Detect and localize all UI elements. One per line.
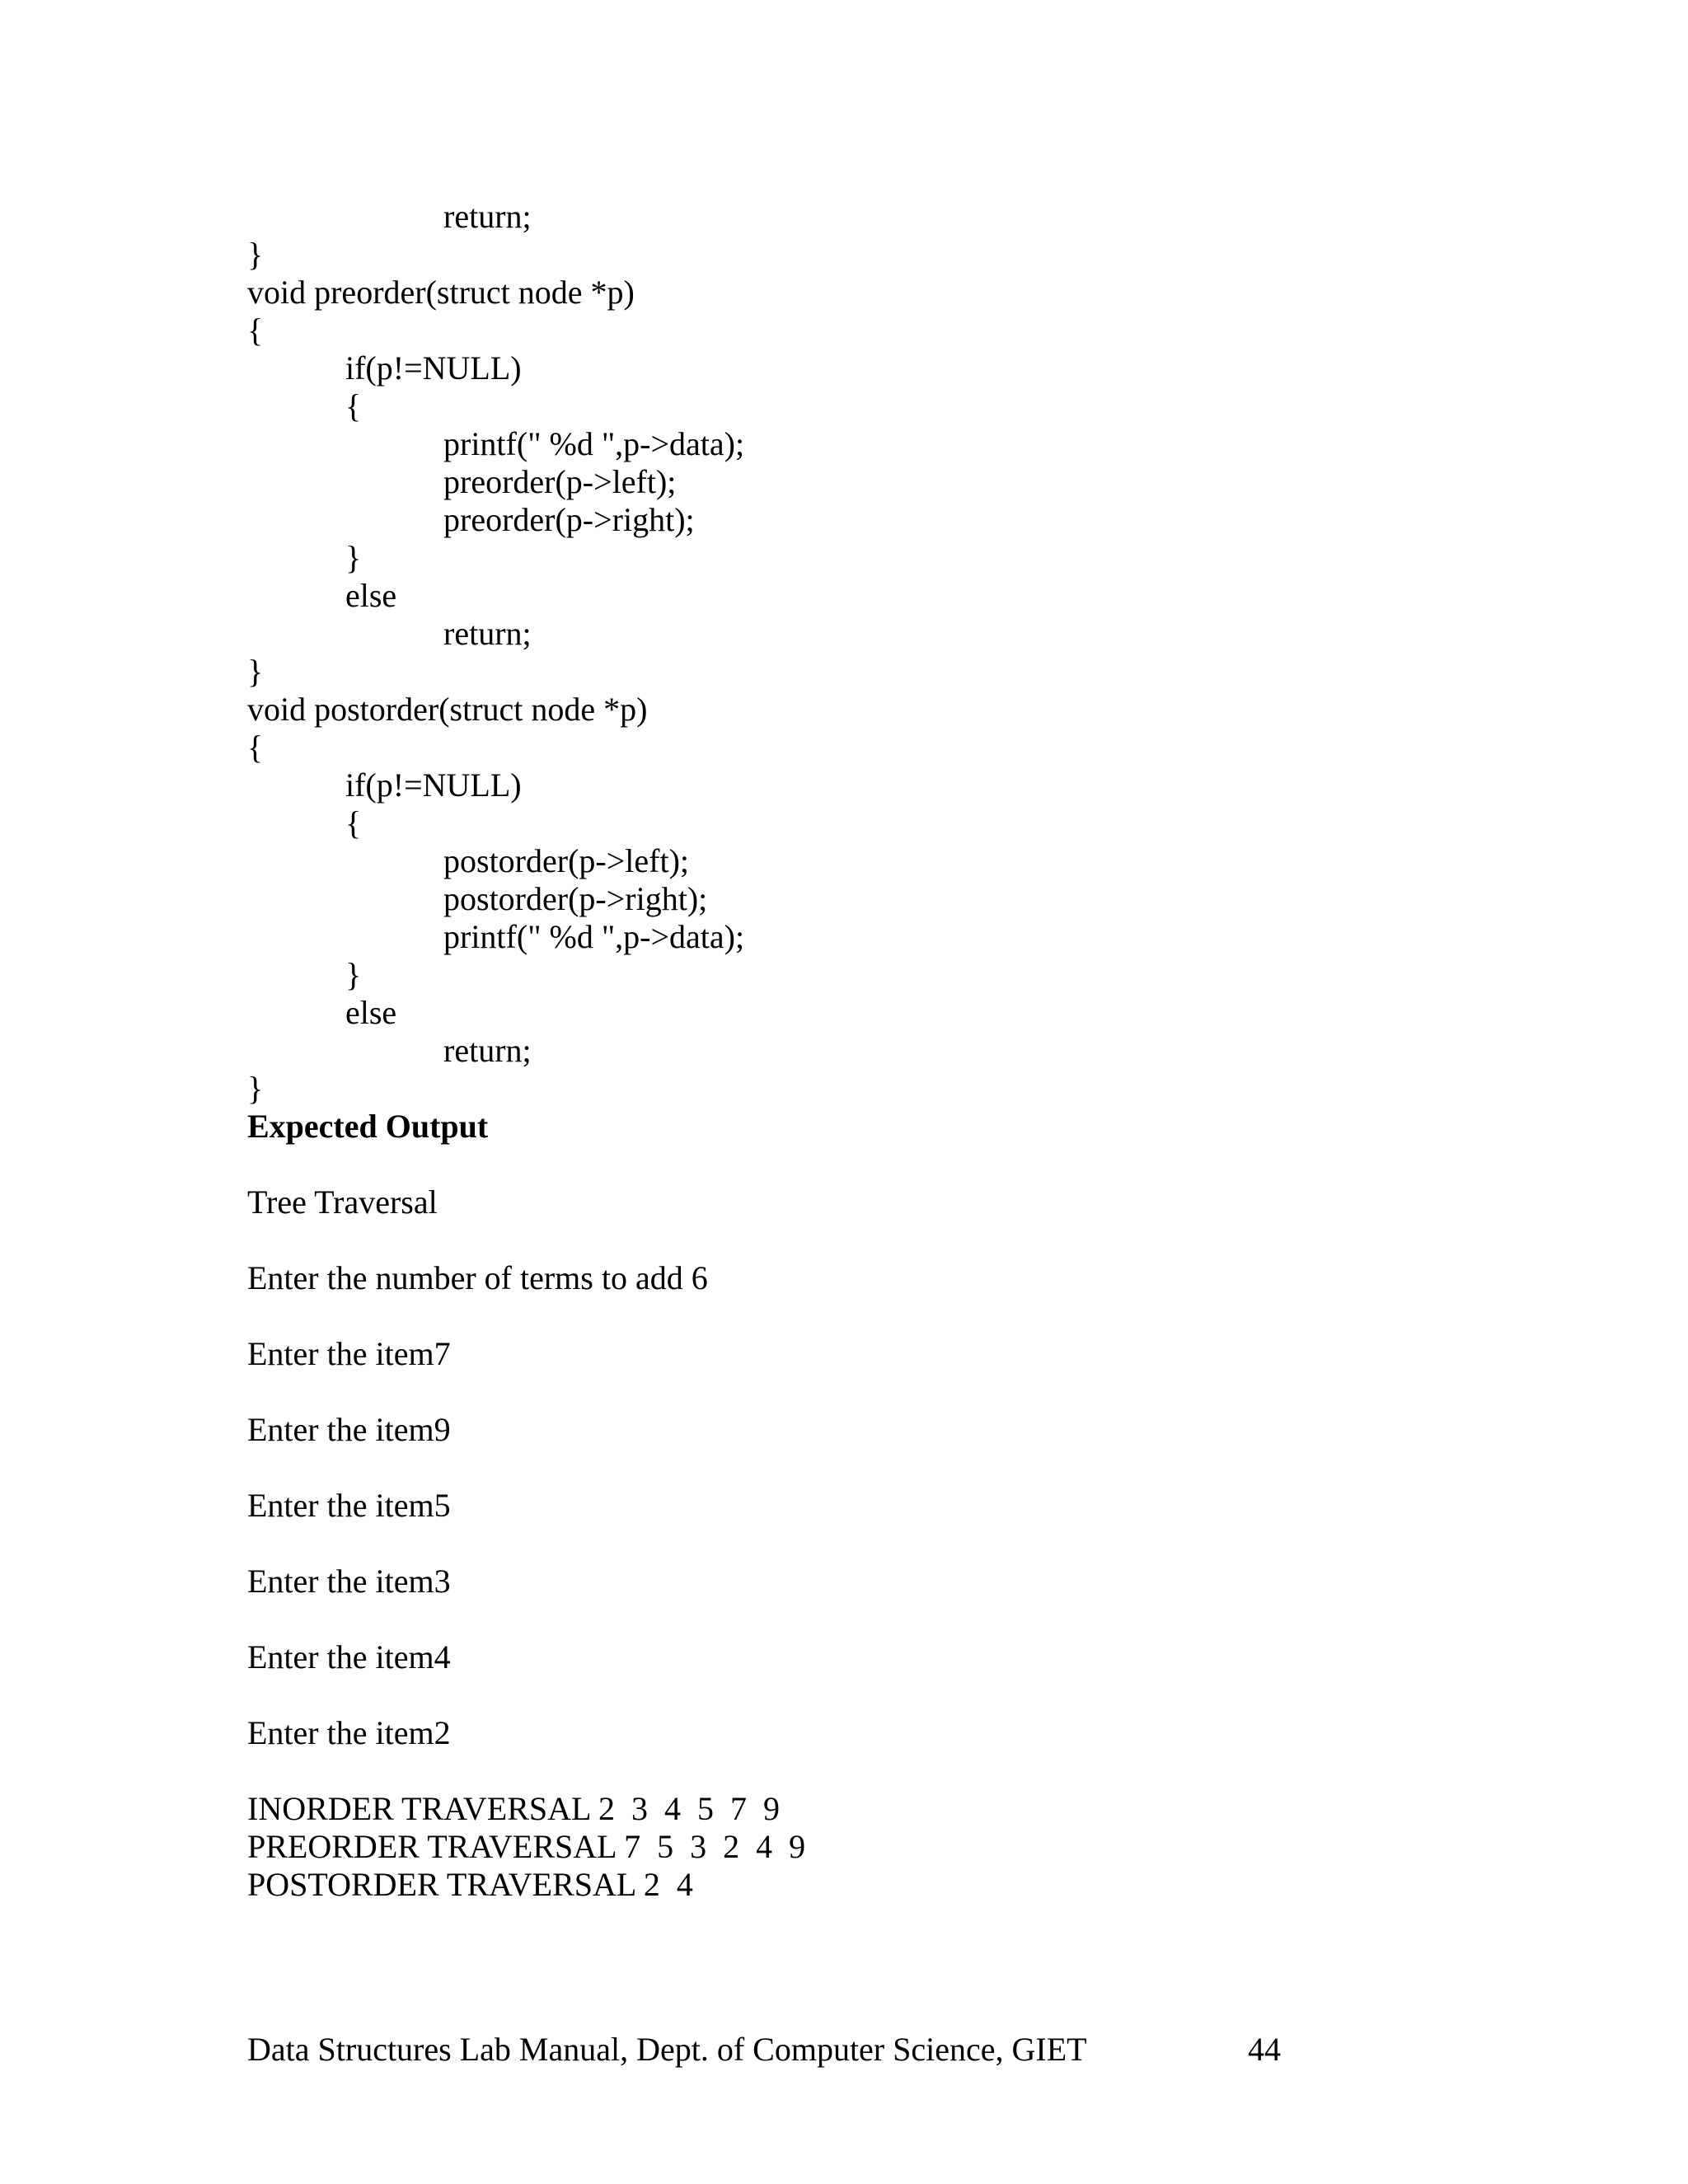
code-line: preorder(p->left);: [443, 463, 677, 500]
code-line: }: [247, 1070, 264, 1107]
output-line: Enter the item2: [247, 1714, 451, 1751]
output-line: POSTORDER TRAVERSAL 2 4: [247, 1866, 693, 1903]
page-footer: Data Structures Lab Manual, Dept. of Computer Science, GIET: [247, 2031, 1087, 2068]
code-line: {: [345, 804, 362, 841]
code-line: postorder(p->right);: [443, 880, 708, 917]
output-line: PREORDER TRAVERSAL 7 5 3 2 4 9: [247, 1828, 806, 1865]
section-heading: Expected Output: [247, 1108, 489, 1145]
code-line: else: [345, 994, 397, 1031]
code-line: else: [345, 577, 397, 614]
code-line: }: [345, 956, 362, 993]
code-line: void postorder(struct node *p): [247, 691, 648, 728]
page-number: 44: [1248, 2031, 1281, 2068]
output-line: Tree Traversal: [247, 1183, 438, 1221]
code-line: printf(" %d ",p->data);: [443, 425, 745, 462]
code-line: if(p!=NULL): [345, 766, 522, 804]
code-line: {: [247, 729, 264, 766]
code-line: }: [345, 539, 362, 576]
code-line: preorder(p->right);: [443, 501, 695, 538]
output-line: Enter the item9: [247, 1411, 451, 1448]
output-line: INORDER TRAVERSAL 2 3 4 5 7 9: [247, 1790, 780, 1827]
code-line: return;: [443, 615, 532, 652]
code-line: return;: [443, 1032, 532, 1069]
code-line: void preorder(struct node *p): [247, 274, 635, 311]
code-line: return;: [443, 198, 532, 235]
code-line: }: [247, 236, 264, 273]
output-line: Enter the item3: [247, 1563, 451, 1600]
output-line: Enter the item5: [247, 1487, 451, 1524]
code-line: {: [247, 312, 264, 349]
output-line: Enter the item7: [247, 1335, 451, 1372]
code-line: }: [247, 653, 264, 690]
output-line: Enter the number of terms to add 6: [247, 1259, 708, 1296]
code-line: printf(" %d ",p->data);: [443, 918, 745, 955]
code-line: if(p!=NULL): [345, 349, 522, 387]
output-line: Enter the item4: [247, 1638, 451, 1675]
code-line: postorder(p->left);: [443, 842, 690, 879]
code-line: {: [345, 387, 362, 424]
